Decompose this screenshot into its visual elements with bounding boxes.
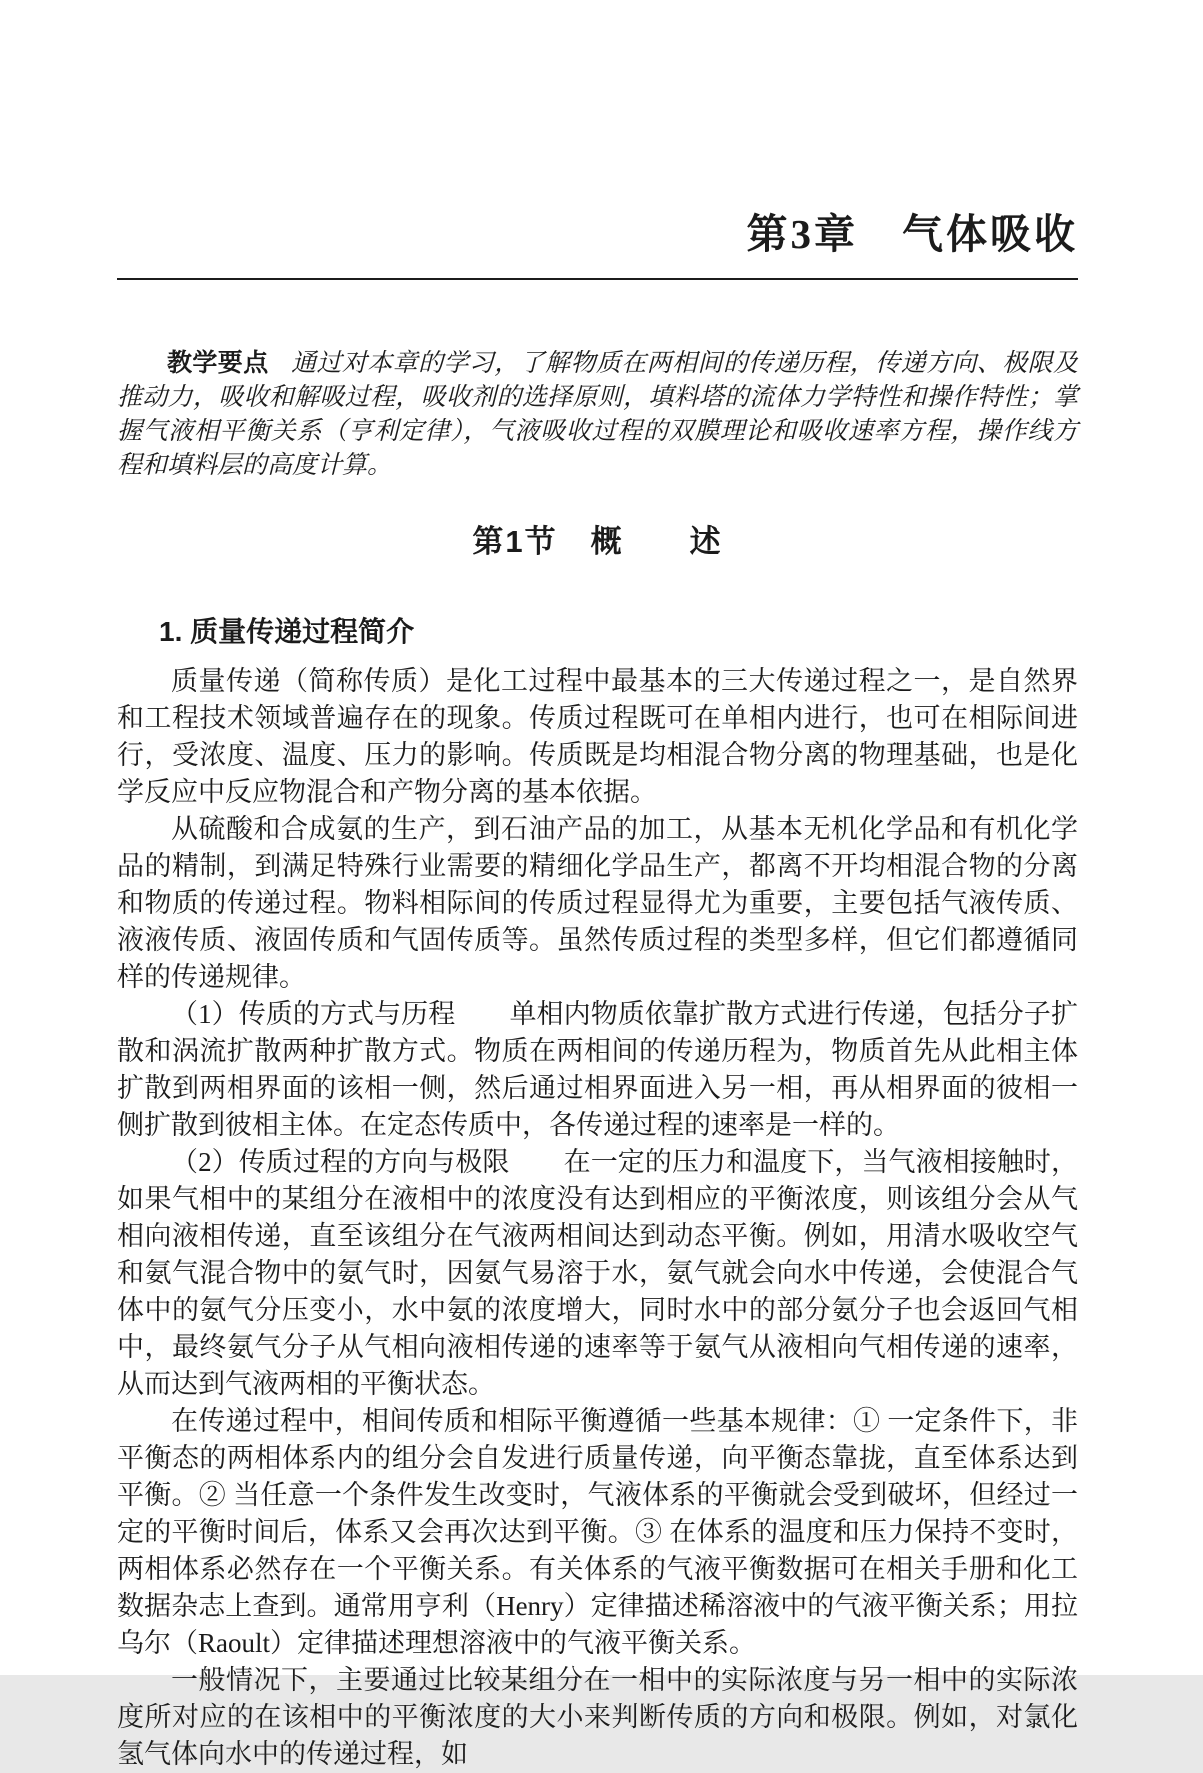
teaching-points-text: 通过对本章的学习，了解物质在两相间的传递历程，传递方向、极限及推动力，吸收和解吸过程，吸收剂的选择原则，填料塔的流体力学特性和操作特性；掌握气液相平衡关系（亨利定律），气液吸收过程的双膜理论和吸收速率方程，操作线方程和填料层的高度计算。 (117, 350, 1078, 479)
body-text (117, 663, 1078, 1773)
teaching-points-label: 教学要点 (167, 349, 269, 377)
teaching-points-paragraph (117, 346, 1078, 483)
paragraph-general-case: 一般情况下，主要通过比较某组分在一相中的实际浓度与另一相中的实际浓度所对应的在该相中的平衡浓度的大小来判断传质的方向和极限。例如，对氯化氢气体向水中的传递过程，如 (117, 1665, 1078, 1769)
chapter-title-rule (117, 278, 1078, 280)
paragraph-industry-examples: 从硫酸和合成氨的生产，到石油产品的加工，从基本无机化学品和有机化学品的精制，到满足特殊行业需要的精细化学品生产，都离不开均相混合物的分离和物质的传递过程。物料相际间的传质过程显得尤为重要，主要包括气液传质、液液传质、液固传质和气固传质等。虽然传质过程的类型多样，但它们都遵循同样的传递规律。 (117, 814, 1078, 992)
paragraph-direction-limit: （2）传质过程的方向与极限 在一定的压力和温度下，当气液相接触时，如果气相中的某组分在液相中的浓度没有达到相应的平衡浓度，则该组分会从气相向液相传递，直至该组分在气液两相间达到动态平衡。例如，用清水吸收空气和氨气混合物中的氨气时，因氨气易溶于水，氨气就会向水中传递，会使混合气体中的氨气分压变小，水中氨的浓度增大，同时水中的部分氨分子也会返回气相中，最终氨气分子从气相向液相传递的速率等于氨气从液相向气相传递的速率，从而达到气液两相的平衡状态。 (117, 1147, 1078, 1399)
page-content (117, 0, 1078, 1773)
paragraph-basic-rules: 在传递过程中，相间传质和相际平衡遵循一些基本规律：① 一定条件下，非平衡态的两相体系内的组分会自发进行质量传递，向平衡态靠拢，直至体系达到平衡。② 当任意一个条件发生改变时，气液体系的平衡就会受到破坏，但经过一定的平衡时间后，体系又会再次达到平衡。③ 在体系的温度和压力保持不变时，两相体系必然存在一个平衡关系。有关体系的气液平衡数据可在相关手册和化工数据杂志上查到。通常用亨利（Henry）定律描述稀溶液中的气液平衡关系；用拉乌尔（Raoult）定律描述理想溶液中的气液平衡关系。 (117, 1406, 1078, 1658)
chapter-title: 第3章 气体吸收 (746, 211, 1078, 257)
paragraph-transfer-mode: （1）传质的方式与历程 单相内物质依靠扩散方式进行传递，包括分子扩散和涡流扩散两种扩散方式。物质在两相间的传递历程为，物质首先从此相主体扩散到两相界面的该相一侧，然后通过相界面进入另一相，再从相界面的彼相一侧扩散到彼相主体。在定态传质中，各传递过程的速率是一样的。 (117, 999, 1078, 1140)
subsection-title: 1. 质量传递过程简介 (159, 616, 415, 647)
paragraph-mass-transfer-intro: 质量传递（简称传质）是化工过程中最基本的三大传递过程之一，是自然界和工程技术领域普遍存在的现象。传质过程既可在单相内进行，也可在相际间进行，受浓度、温度、压力的影响。传质既是均相混合物分离的物理基础，也是化学反应中反应物混合和产物分离的基本依据。 (117, 666, 1078, 807)
section-title: 第1节 概 述 (472, 524, 723, 559)
